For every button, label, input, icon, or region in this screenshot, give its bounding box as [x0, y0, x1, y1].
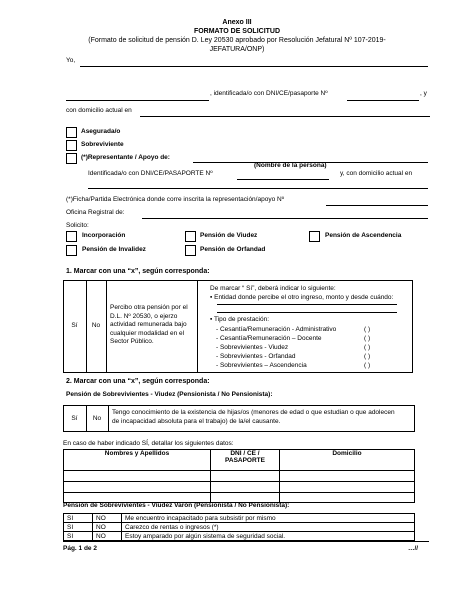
col-header-names: Nombres y Apellidos — [64, 450, 211, 471]
question-line: D.L. Nº 20530, o ejerzo — [110, 312, 178, 320]
oficina-label: Oficina Registral de: — [66, 209, 125, 216]
footer-divider — [63, 541, 429, 542]
sobreviviente-checkbox[interactable] — [66, 140, 77, 151]
solicito-label: Solicito: — [66, 222, 89, 229]
identified-label: , identificada/o con DNI/CE/pasaporte Nº — [210, 90, 328, 97]
table-row — [64, 532, 415, 541]
table-row — [64, 514, 415, 523]
rep-address-label: y, con domicilio actual en — [340, 170, 413, 177]
incorporacion-label: Incorporación — [82, 232, 126, 239]
section-2-heading: 2. Marcar con una “x”, según corresponda: — [66, 378, 210, 385]
condition-text: Estoy amparado por algún sistema de seguridad social. — [122, 532, 415, 541]
table-cell[interactable] — [211, 471, 280, 482]
question-line: cualquier modalidad en el — [110, 329, 185, 337]
table-cell[interactable] — [211, 482, 280, 493]
question-line: Percibo otra pensión por el — [110, 304, 188, 311]
section-2-subheading: Pensión de Sobrevivientes - Viudez (Pensionista / No Pensionista): — [66, 391, 273, 398]
section-1-divider-detail — [197, 280, 198, 373]
table-cell[interactable] — [211, 493, 280, 503]
table-row — [64, 523, 415, 532]
no-option[interactable]: NO — [93, 523, 122, 532]
tipo-prestacion-label: ▪ Tipo de prestación: — [210, 316, 270, 323]
table-row — [64, 482, 415, 493]
document-number-field[interactable] — [347, 100, 419, 101]
ficha-number-field[interactable] — [326, 205, 428, 206]
section-1-no-option[interactable]: No — [91, 322, 101, 329]
continues-marker: …// — [408, 545, 419, 552]
full-name-field[interactable] — [80, 66, 428, 67]
section-2-divider-no — [108, 405, 109, 432]
table-row — [64, 493, 415, 503]
col-header-document: DNI / CE / PASAPORTE — [211, 450, 280, 471]
tipo-item[interactable]: - Sobrevivientes - Viudez ( ) — [216, 344, 371, 351]
invalidez-checkbox[interactable] — [66, 245, 77, 256]
table-cell[interactable] — [64, 482, 211, 493]
ascendencia-checkbox[interactable] — [309, 231, 320, 242]
table-cell[interactable] — [280, 482, 415, 493]
name-continuation-field[interactable] — [66, 100, 209, 101]
incorporacion-checkbox[interactable] — [66, 231, 77, 242]
tipo-prestacion-list — [216, 325, 370, 370]
section-1-instructions — [210, 284, 393, 302]
sobreviviente-label: Sobreviviente — [81, 141, 124, 148]
section-1-question — [110, 304, 188, 347]
section-2-statement — [112, 408, 413, 426]
rep-document-field[interactable] — [237, 179, 329, 180]
annex-label: Anexo III — [222, 19, 252, 26]
form-title: FORMATO DE SOLICITUD — [193, 28, 281, 35]
page-number: Pág. 1 de 2 — [63, 545, 97, 552]
instruction-line: ▪ Entidad donde percibe el otro ingreso, monto y desde cuándo: — [210, 294, 394, 301]
section-1-divider-no — [106, 280, 107, 373]
tipo-item[interactable]: - Sobrevivientes – Ascendencia ( ) — [216, 362, 371, 369]
table-row — [64, 471, 415, 482]
condition-text: Me encuentro incapacitado para subsistir por mismo — [122, 514, 415, 523]
detail-intro: En caso de haber indicado SÍ, detallar los siguientes datos: — [63, 440, 234, 447]
address-label: con domicilio actual en — [66, 107, 132, 114]
viudez-checkbox[interactable] — [185, 231, 196, 242]
question-line: Sector Público. — [110, 338, 154, 346]
comma-y-label: , y — [420, 90, 427, 97]
children-table — [63, 449, 415, 503]
table-cell[interactable] — [280, 471, 415, 482]
address-field[interactable] — [140, 116, 430, 117]
representante-checkbox[interactable] — [66, 153, 77, 164]
section-1-si-option[interactable]: Sí — [71, 322, 78, 329]
table-cell[interactable] — [64, 471, 211, 482]
orfandad-label: Pensión de Orfandad — [200, 246, 266, 253]
tipo-item[interactable]: - Sobrevivientes - Orfandad ( ) — [216, 353, 371, 360]
condition-text: Carezco de rentas o ingresos (*) — [122, 523, 415, 532]
si-option[interactable]: SI — [64, 532, 93, 541]
representante-label: (*)Representante / Apoyo de: — [81, 154, 170, 161]
oficina-field[interactable] — [142, 218, 428, 219]
invalidez-label: Pensión de Invalidez — [82, 246, 146, 253]
varon-conditions-table — [63, 513, 415, 541]
ficha-label: (*)Ficha/Partida Electrónica donde corre inscrita la representación/apoyo Nº — [66, 196, 285, 203]
table-cell[interactable] — [64, 493, 211, 503]
si-option[interactable]: SI — [64, 523, 93, 532]
si-option[interactable]: SI — [64, 514, 93, 523]
entity-field[interactable] — [217, 304, 397, 305]
asegurado-label: Asegurada/o — [81, 128, 121, 135]
form-subtitle-line-2: JEFATURA/ONP) — [209, 46, 265, 53]
col-header-address: Domicilio — [280, 450, 415, 471]
tipo-item[interactable]: - Cesantía/Remuneración - Administrativo ( ) — [216, 326, 371, 333]
form-subtitle-line-1: (Formato de solicitud de pensión D. Ley 20530 aprobado por Resolución Jefatural Nº 107-2019- — [88, 37, 386, 44]
no-option[interactable]: NO — [93, 514, 122, 523]
section-1-heading: 1. Marcar con una “x”, según corresponda: — [66, 268, 210, 275]
section-3-subheading: Pensión de Sobrevivientes - Viudez Varón (Pensionista / No Pensionista): — [63, 502, 290, 509]
viudez-label: Pensión de Viudez — [200, 232, 258, 239]
statement-line: Tengo conocimiento de la existencia de hijas/os (menores de edad o que estudian o que adolecen — [112, 409, 395, 416]
entity-field-line-2[interactable] — [217, 312, 397, 313]
ascendencia-label: Pensión de Ascendencia — [325, 232, 402, 239]
question-line: actividad remunerada bajo — [110, 321, 187, 329]
yo-label: Yo, — [66, 57, 76, 64]
section-2-si-option[interactable]: Sí — [71, 415, 78, 422]
orfandad-checkbox[interactable] — [185, 245, 196, 256]
table-cell[interactable] — [280, 493, 415, 503]
nombre-persona-caption: (Nombre de la persona) — [254, 162, 327, 169]
no-option[interactable]: NO — [93, 532, 122, 541]
statement-line: de incapacidad absoluta para el trabajo) de la/el causante. — [112, 418, 281, 425]
rep-address-field[interactable] — [88, 188, 428, 189]
rep-identified-label: Identificada/o con DNI/CE/PASAPORTE Nº — [88, 170, 213, 177]
asegurado-checkbox[interactable] — [66, 127, 77, 138]
section-2-no-option[interactable]: No — [92, 415, 102, 422]
instruction-line: De marcar “ Sí”, deberá indicar lo siguiente: — [210, 285, 336, 292]
tipo-item[interactable]: - Cesantía/Remuneración – Docente ( ) — [216, 335, 371, 342]
